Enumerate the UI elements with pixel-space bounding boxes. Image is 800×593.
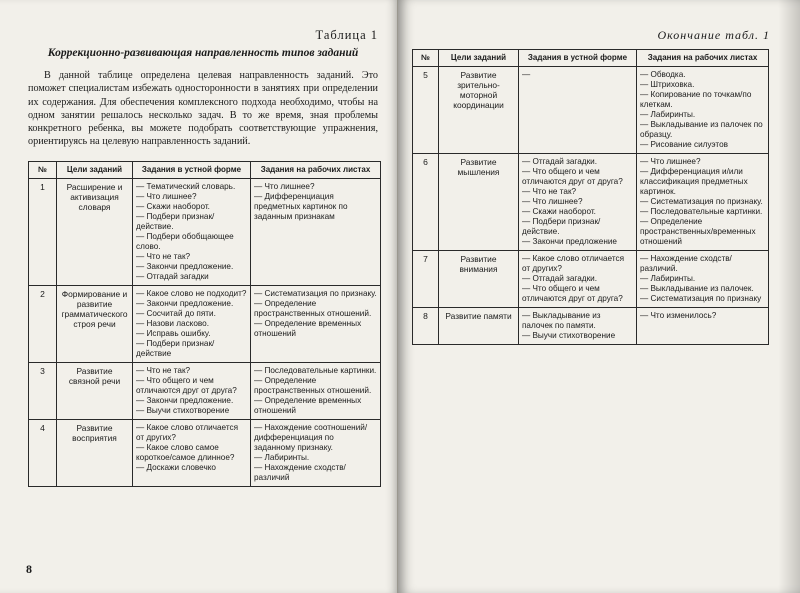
task-item: — Выучи стихотворение — [136, 405, 230, 415]
task-item: — Скажи наоборот. — [522, 207, 596, 216]
task-item: — Нахождение сходств/различий. — [640, 254, 732, 273]
row-oral-tasks — [133, 178, 251, 285]
task-item: — Что общего и чем отличаются друг от друга? — [522, 167, 623, 186]
page-number: 8 — [26, 562, 32, 576]
task-item: — Назови ласково. — [136, 318, 209, 328]
header-oral: Задания в устной форме — [519, 50, 637, 67]
task-item: — Закончи предложение — [522, 237, 617, 246]
row-sheets-tasks — [251, 178, 381, 285]
table-row — [29, 178, 381, 285]
table-number: Таблица 1 — [315, 28, 378, 42]
left-page — [0, 0, 398, 593]
task-item: — Что общего и чем отличаются друг от друга? — [522, 284, 623, 303]
task-item: — Отгадай загадки — [136, 271, 209, 281]
task-item: — Какое слово не подходит? — [136, 288, 247, 298]
table-title: Коррекционно-развивающая направленность типов заданий — [47, 47, 359, 59]
task-item: — Отгадай загадки. — [522, 274, 597, 283]
task-item: — Определение временных отношений — [254, 395, 362, 415]
table-row — [413, 308, 769, 345]
row-oral-tasks — [133, 362, 251, 419]
table-row — [413, 251, 769, 308]
task-item: — Что лишнее? — [136, 191, 197, 201]
header-goal: Цели заданий — [439, 50, 519, 67]
row-number: 1 — [29, 178, 57, 285]
task-item: — Дифференциация предметных картинок по заданным признакам — [254, 191, 348, 221]
task-item: — Какое слово отличается от других? — [136, 422, 239, 442]
row-goal: Развитие внимания — [439, 251, 519, 308]
row-sheets-tasks — [637, 251, 769, 308]
row-oral-tasks — [519, 308, 637, 345]
task-item: — Подбери признак/действие. — [522, 217, 601, 236]
intro-paragraph: В данной таблице определена целевая направленность заданий. Это поможет специалистам избежать односторонности в занятиях при определении их содержания. Для обеспечения комплексного подхода необходимо, чтобы на одном занятии решалось несколько задач. В то же время, зная проблемы конкретного ребенка, вы можете подобрать соответствующие упражнения, ориентируясь на целевую направленность заданий. — [28, 70, 378, 148]
task-item: — Отгадай загадки. — [522, 157, 597, 166]
task-item: — Систематизация по признаку. — [254, 288, 377, 298]
task-item: — Что общего и чем отличаются друг от друга? — [136, 375, 237, 395]
task-item: — Последовательные картинки. — [640, 207, 763, 216]
row-number: 2 — [29, 285, 57, 362]
task-item: — Доскажи словечко — [136, 462, 216, 472]
table-body-left — [29, 178, 381, 486]
task-item: — Систематизация по признаку — [640, 294, 762, 303]
row-number: 6 — [413, 154, 439, 251]
task-item: — Закончи предложение. — [136, 261, 234, 271]
task-item: — Рисование силуэтов — [640, 140, 728, 149]
task-item: — Последовательные картинки. — [254, 365, 377, 375]
task-item: — Выкладывание из палочек по образцу. — [640, 120, 763, 139]
task-item: — Что лишнее? — [640, 157, 701, 166]
row-goal: Развитие мышления — [439, 154, 519, 251]
row-sheets-tasks — [251, 285, 381, 362]
task-item: — Копирование по точкам/по клеткам. — [640, 90, 752, 109]
row-sheets-tasks — [637, 308, 769, 345]
task-item: — Лабиринты. — [254, 452, 310, 462]
task-item: — Нахождение соотношений/дифференциация по заданному признаку. — [254, 422, 368, 452]
task-item: — Дифференциация и/или классификация предметных картинок. — [640, 167, 748, 196]
row-oral-tasks — [133, 285, 251, 362]
task-item: — Определение пространственных отношений. — [254, 298, 372, 318]
table-row — [29, 362, 381, 419]
header-num: № — [29, 161, 57, 178]
row-goal: Развитие связной речи — [57, 362, 133, 419]
task-item: — Подбери обобщающее слово. — [136, 231, 234, 251]
table-header-row — [29, 161, 381, 178]
task-item: — Лабиринты. — [640, 274, 696, 283]
tasks-table-left — [28, 161, 381, 487]
task-item: — Что не так? — [522, 187, 577, 196]
table-row — [413, 154, 769, 251]
header-oral: Задания в устной форме — [133, 161, 251, 178]
task-item: — Подбери признак/действие — [136, 338, 215, 358]
task-item: — Нахождение сходств/различий — [254, 462, 346, 482]
row-sheets-tasks — [637, 67, 769, 154]
task-item: — Обводка. — [640, 70, 686, 79]
right-page — [398, 0, 800, 593]
task-item: — Закончи предложение. — [136, 395, 234, 405]
task-item: — Выучи стихотворение — [522, 331, 616, 340]
row-oral-tasks — [519, 154, 637, 251]
row-goal: Расширение и активизация словаря — [57, 178, 133, 285]
table-header-row — [413, 50, 769, 67]
task-item: — Закончи предложение. — [136, 298, 234, 308]
task-item: — Выкладывание из палочек по памяти. — [522, 311, 601, 330]
task-item: — Что лишнее? — [522, 197, 583, 206]
row-sheets-tasks — [251, 419, 381, 486]
task-item: — Что изменилось? — [640, 311, 717, 320]
table-body-right — [413, 67, 769, 345]
task-item: — Определение пространственных/временных отношений — [640, 217, 756, 246]
task-item: — Тематический словарь. — [136, 181, 236, 191]
table-continuation-label: Окончание табл. 1 — [657, 28, 770, 42]
table-row — [29, 419, 381, 486]
task-item: — — [522, 70, 531, 79]
tasks-table-right — [412, 49, 769, 345]
task-item: — Какое слово отличается от других? — [522, 254, 625, 273]
task-item: — Что лишнее? — [254, 181, 315, 191]
task-item: — Сосчитай до пяти. — [136, 308, 216, 318]
row-number: 8 — [413, 308, 439, 345]
task-item: — Штриховка. — [640, 80, 695, 89]
task-item: — Систематизация по признаку. — [640, 197, 763, 206]
task-item: — Скажи наоборот. — [136, 201, 210, 211]
task-item: — Какое слово самое короткое/самое длинное? — [136, 442, 235, 462]
task-item: — Исправь ошибку. — [136, 328, 211, 338]
row-sheets-tasks — [251, 362, 381, 419]
table-row — [29, 285, 381, 362]
task-item: — Определение пространственных отношений. — [254, 375, 372, 395]
task-item: — Определение временных отношений — [254, 318, 362, 338]
row-number: 7 — [413, 251, 439, 308]
header-goal: Цели заданий — [57, 161, 133, 178]
header-num: № — [413, 50, 439, 67]
table-row — [413, 67, 769, 154]
header-sheets: Задания на рабочих листах — [251, 161, 381, 178]
row-number: 3 — [29, 362, 57, 419]
row-sheets-tasks — [637, 154, 769, 251]
task-item: — Что не так? — [136, 365, 191, 375]
row-oral-tasks — [519, 251, 637, 308]
task-item: — Подбери признак/действие. — [136, 211, 215, 231]
header-sheets: Задания на рабочих листах — [637, 50, 769, 67]
task-item: — Выкладывание из палочек. — [640, 284, 754, 293]
page-edge-shadow — [778, 0, 800, 593]
row-goal: Формирование и развитие грамматического строя речи — [57, 285, 133, 362]
row-goal: Развитие зрительно-моторной координации — [439, 67, 519, 154]
task-item: — Лабиринты. — [640, 110, 696, 119]
row-number: 4 — [29, 419, 57, 486]
row-oral-tasks — [133, 419, 251, 486]
task-item: — Что не так? — [136, 251, 191, 261]
row-goal: Развитие восприятия — [57, 419, 133, 486]
row-oral-tasks — [519, 67, 637, 154]
row-goal: Развитие памяти — [439, 308, 519, 345]
row-number: 5 — [413, 67, 439, 154]
